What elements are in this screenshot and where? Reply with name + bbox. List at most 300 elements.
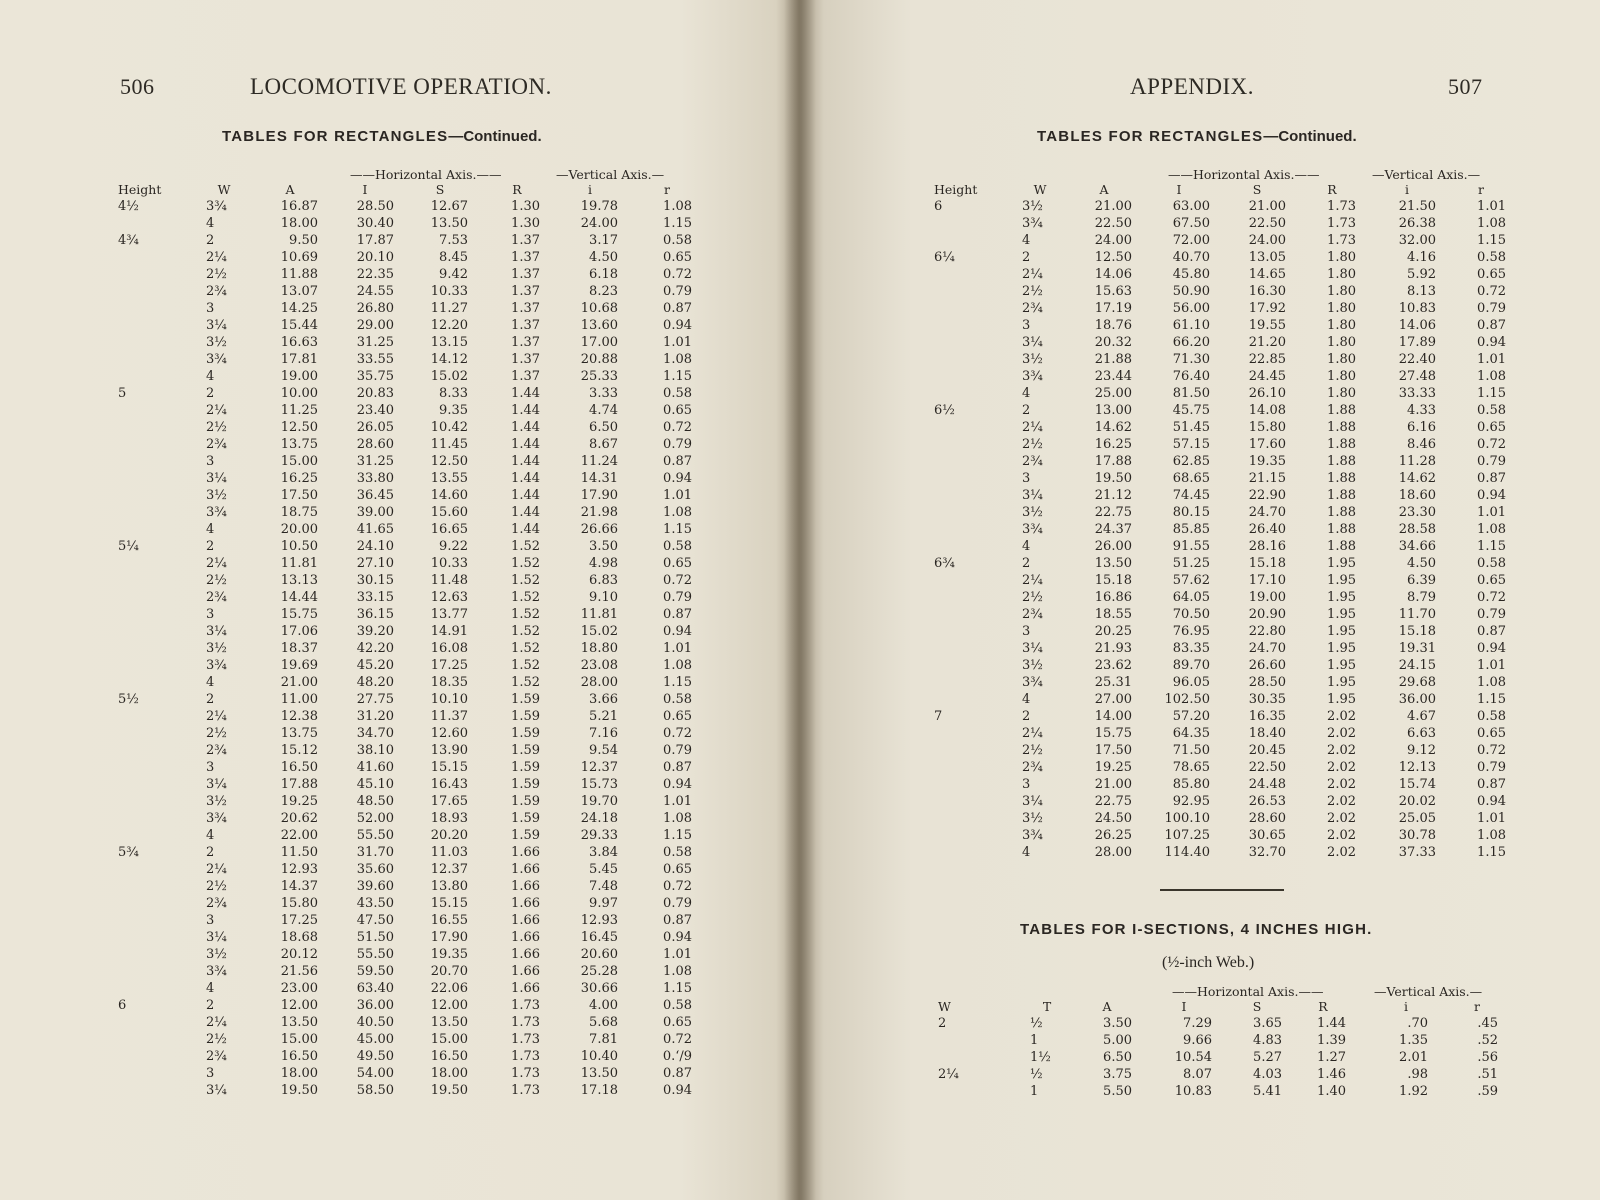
col-r-cap-cell: 1.52 [511, 624, 540, 639]
col-r-cell: 1.15 [1477, 233, 1506, 248]
col-s-cell: 18.40 [1248, 726, 1286, 741]
col-s-cell: 8.33 [439, 386, 468, 401]
col-i-vertical-cell: 25.33 [580, 369, 618, 384]
isection-col-i-vertical-cell: .70 [1407, 1016, 1428, 1031]
table-title [222, 128, 542, 145]
col-w-cell: 3 [1022, 624, 1031, 639]
col-w-cell: 3¾ [1022, 675, 1043, 690]
col-height-cell [118, 334, 188, 351]
col-height-cell [934, 725, 1004, 742]
running-head: LOCOMOTIVE OPERATION. [250, 74, 552, 99]
isection-col-a [1082, 998, 1132, 1100]
col-height-cell [118, 283, 188, 300]
col-s-cell: 26.53 [1248, 794, 1286, 809]
header-s: S [435, 182, 445, 197]
col-i-vertical-cell: 8.23 [589, 284, 618, 299]
col-s-cell: 11.37 [430, 709, 468, 724]
col-r-cap-cell: 1.37 [511, 267, 540, 282]
col-w-cell: 2¾ [206, 743, 227, 758]
col-r-cell: 0.72 [1477, 284, 1506, 299]
col-i-cell: 36.45 [356, 488, 394, 503]
col-r-cell: 0.65 [1477, 267, 1506, 282]
isection-col-i-vertical [1384, 998, 1428, 1100]
col-height-cell [934, 453, 1004, 470]
col-height-cell [934, 266, 1004, 283]
col-r-cap-cell: 1.80 [1327, 386, 1356, 401]
table-title-suffix: —Continued. [1263, 128, 1357, 145]
col-a-cell: 25.31 [1094, 675, 1132, 690]
col-i-cell: 28.60 [356, 437, 394, 452]
col-r-cell: 0.94 [663, 1083, 692, 1098]
col-height-cell [118, 402, 188, 419]
col-s-cell: 17.60 [1248, 437, 1286, 452]
col-r-cap-cell: 1.66 [511, 913, 540, 928]
col-w-cell: 2¼ [1022, 420, 1043, 435]
col-s-cell: 22.50 [1248, 760, 1286, 775]
col-a-cell: 22.75 [1094, 505, 1132, 520]
col-height-cell: 4¾ [118, 233, 139, 248]
col-s-cell: 17.92 [1248, 301, 1286, 316]
col-r-cap-cell: 1.80 [1327, 301, 1356, 316]
col-w-cell: 4 [206, 828, 215, 843]
col-a-cell: 17.88 [1094, 454, 1132, 469]
col-s-cell: 15.60 [430, 505, 468, 520]
col-height-cell [118, 555, 188, 572]
isection-col-s-cell: 4.03 [1253, 1067, 1282, 1082]
col-r-cap-cell: 1.88 [1327, 505, 1356, 520]
col-r-cap-cell: 1.88 [1327, 420, 1356, 435]
col-height-cell [118, 589, 188, 606]
col-i-vertical-cell: 3.33 [589, 386, 618, 401]
col-w-cell: 2½ [1022, 590, 1043, 605]
isection-col-t-cell: 1 [1030, 1084, 1039, 1099]
isection-col-r-cell: .52 [1477, 1033, 1498, 1048]
col-i-cell: 57.15 [1172, 437, 1210, 452]
isection-col-i-vertical-cell: .98 [1407, 1067, 1428, 1082]
col-i-cell: 31.70 [356, 845, 394, 860]
col-height-cell: 4½ [118, 199, 139, 214]
col-i-vertical-cell: 25.28 [580, 964, 618, 979]
col-i-vertical-cell: 10.40 [580, 1049, 618, 1064]
col-w-cell: 3 [206, 454, 215, 469]
col-a-cell: 12.38 [280, 709, 318, 724]
col-r-cap-cell: 1.73 [1327, 199, 1356, 214]
col-i-vertical-cell: 13.60 [580, 318, 618, 333]
col-i-vertical-cell: 4.67 [1407, 709, 1436, 724]
col-a-cell: 16.63 [280, 335, 318, 350]
col-a-cell: 21.88 [1094, 352, 1132, 367]
col-i-cell: 57.62 [1172, 573, 1210, 588]
col-i-vertical-cell: 6.39 [1407, 573, 1436, 588]
col-w-cell: 3 [206, 607, 215, 622]
header-r-cap: R [512, 182, 522, 197]
col-w-cell: 2½ [1022, 743, 1043, 758]
col-w-cell: 3½ [206, 488, 227, 503]
col-i-cell: 85.85 [1172, 522, 1210, 537]
col-a-cell: 10.69 [280, 250, 318, 265]
col-i-vertical-cell: 8.79 [1407, 590, 1436, 605]
col-r-cell: 1.08 [663, 658, 692, 673]
col-i-cell: 33.55 [356, 352, 394, 367]
col-a-cell: 14.25 [280, 301, 318, 316]
col-r-cell: 1.08 [1477, 216, 1506, 231]
col-r-cap-cell: 1.66 [511, 879, 540, 894]
col-r-cell: 0.65 [663, 1015, 692, 1030]
col-r-cap-cell: 1.95 [1327, 692, 1356, 707]
col-i-cell: 26.05 [356, 420, 394, 435]
col-w-cell: 4 [1022, 233, 1031, 248]
col-a [262, 181, 318, 1099]
col-w-cell: 3¼ [206, 624, 227, 639]
col-i-vertical-cell: 24.00 [580, 216, 618, 231]
isection-title: TABLES FOR I-SECTIONS, 4 INCHES HIGH. [1020, 921, 1373, 938]
col-i-cell: 27.75 [356, 692, 394, 707]
col-s-cell: 15.80 [1248, 420, 1286, 435]
isection-header-i-vertical: i [1404, 999, 1408, 1014]
col-i-vertical-cell: 6.18 [589, 267, 618, 282]
isection-col-r-cap-cell: 1.27 [1317, 1050, 1346, 1065]
col-i-vertical-cell: 3.50 [589, 539, 618, 554]
col-i-cell: 39.00 [356, 505, 394, 520]
col-r-cap-cell: 1.37 [511, 284, 540, 299]
col-s [412, 181, 468, 1099]
col-height-cell [118, 623, 188, 640]
col-a-cell: 24.50 [1094, 811, 1132, 826]
isection-col-i-cell: 8.07 [1183, 1067, 1212, 1082]
col-r-cap-cell: 1.88 [1327, 454, 1356, 469]
col-a-cell: 18.00 [280, 216, 318, 231]
col-w-cell: 3 [206, 760, 215, 775]
col-s-cell: 19.55 [1248, 318, 1286, 333]
col-height-cell [118, 1065, 188, 1082]
col-height-cell [934, 300, 1004, 317]
col-a-cell: 15.44 [280, 318, 318, 333]
col-s-cell: 24.70 [1248, 505, 1286, 520]
col-r-cap [494, 181, 540, 1099]
col-i-vertical-cell: 12.93 [580, 913, 618, 928]
col-a-cell: 15.75 [280, 607, 318, 622]
col-w-cell: 3 [1022, 777, 1031, 792]
col-r-cell: 0.87 [1477, 624, 1506, 639]
col-i-vertical [1378, 181, 1436, 861]
col-height-cell: 5¾ [118, 845, 139, 860]
header-height: Height [118, 182, 162, 197]
col-r-cell: 0.‘/9 [662, 1049, 692, 1064]
col-w-cell: 3 [206, 301, 215, 316]
header-s: S [1252, 182, 1262, 197]
col-s-cell: 12.67 [430, 199, 468, 214]
col-a-cell: 14.06 [1094, 267, 1132, 282]
col-r-cell: 0.72 [663, 1032, 692, 1047]
col-a-cell: 22.00 [280, 828, 318, 843]
col-a-cell: 9.50 [289, 233, 318, 248]
col-r-cap-cell: 1.80 [1327, 352, 1356, 367]
isection-col-r-cap [1300, 998, 1346, 1100]
col-r-cell: 0.58 [663, 692, 692, 707]
isection-col-w-cell [938, 1083, 978, 1100]
col-w-cell: 3 [206, 1066, 215, 1081]
col-s-cell: 8.45 [439, 250, 468, 265]
col-r-cell: 0.65 [663, 403, 692, 418]
col-r-cap-cell: 1.73 [511, 1066, 540, 1081]
col-a-cell: 18.76 [1094, 318, 1132, 333]
col-r-cell: 1.15 [1477, 692, 1506, 707]
col-r-cell: 0.79 [663, 437, 692, 452]
isection-header-r-cap: R [1318, 999, 1328, 1014]
col-r [1456, 181, 1506, 861]
col-w-cell: 3½ [206, 335, 227, 350]
col-i-vertical-cell: 6.50 [589, 420, 618, 435]
col-i-cell: 49.50 [356, 1049, 394, 1064]
col-s-cell: 10.10 [430, 692, 468, 707]
col-r-cell: 0.94 [663, 777, 692, 792]
col-r-cell: 1.15 [1477, 845, 1506, 860]
col-a-cell: 18.00 [280, 1066, 318, 1081]
col-w-cell: 3½ [1022, 811, 1043, 826]
col-w-cell: 4 [206, 216, 215, 231]
col-r-cap-cell: 1.59 [511, 760, 540, 775]
col-w-cell: 2¼ [206, 556, 227, 571]
col-i-vertical-cell: 3.17 [589, 233, 618, 248]
col-r-cap-cell: 1.88 [1327, 488, 1356, 503]
col-height-cell: 6¼ [934, 250, 955, 265]
isection-col-a-cell: 5.00 [1103, 1033, 1132, 1048]
col-a-cell: 19.69 [280, 658, 318, 673]
col-height-cell [118, 1082, 188, 1099]
header-r-cap: R [1327, 182, 1337, 197]
header-i-vertical: i [1405, 182, 1409, 197]
col-w-cell: 3 [206, 913, 215, 928]
col-r-cell: 0.79 [663, 896, 692, 911]
col-a-cell: 11.81 [280, 556, 318, 571]
col-s-cell: 18.93 [430, 811, 468, 826]
col-r-cap-cell: 1.80 [1327, 369, 1356, 384]
col-r-cell: 0.58 [663, 539, 692, 554]
col-a-cell: 21.00 [280, 675, 318, 690]
col-s-cell: 16.35 [1248, 709, 1286, 724]
col-w-cell: 2¾ [206, 896, 227, 911]
col-i-vertical-cell: 7.16 [589, 726, 618, 741]
col-r-cap-cell: 1.80 [1327, 267, 1356, 282]
col-a-cell: 21.93 [1094, 641, 1132, 656]
col-r-cap-cell: 1.80 [1327, 318, 1356, 333]
col-i-cell: 47.50 [356, 913, 394, 928]
col-i-cell: 64.05 [1172, 590, 1210, 605]
col-i-vertical-cell: 23.30 [1398, 505, 1436, 520]
col-height-cell [118, 436, 188, 453]
col-s-cell: 21.15 [1248, 471, 1286, 486]
col-r-cell: 1.01 [1477, 658, 1506, 673]
col-i [1148, 181, 1210, 861]
col-i-vertical-cell: 11.81 [580, 607, 618, 622]
col-s-cell: 24.00 [1248, 233, 1286, 248]
col-a-cell: 12.50 [280, 420, 318, 435]
col-i-vertical-cell: 15.74 [1398, 777, 1436, 792]
col-r-cap-cell: 1.95 [1327, 641, 1356, 656]
col-s-cell: 21.00 [1248, 199, 1286, 214]
col-height-cell [934, 385, 1004, 402]
col-s-cell: 22.85 [1248, 352, 1286, 367]
col-r-cell: 0.72 [663, 573, 692, 588]
col-a-cell: 12.00 [280, 998, 318, 1013]
col-r-cap-cell: 2.02 [1327, 726, 1356, 741]
col-a-cell: 11.00 [280, 692, 318, 707]
col-a-cell: 17.88 [280, 777, 318, 792]
col-i-vertical-cell: 28.00 [580, 675, 618, 690]
col-s-cell: 16.30 [1248, 284, 1286, 299]
col-s-cell: 15.15 [430, 760, 468, 775]
isection-col-w-cell: 2¼ [938, 1067, 959, 1082]
col-a-cell: 14.62 [1094, 420, 1132, 435]
col-w-cell: 2½ [206, 573, 227, 588]
col-i-cell: 76.95 [1172, 624, 1210, 639]
col-i-vertical-cell: 11.28 [1398, 454, 1436, 469]
col-i-cell: 20.83 [356, 386, 394, 401]
col-i-vertical-cell: 26.38 [1398, 216, 1436, 231]
col-i-vertical-cell: 8.13 [1407, 284, 1436, 299]
col-i-cell: 114.40 [1164, 845, 1210, 860]
col-i-vertical-cell: 17.00 [580, 335, 618, 350]
col-r-cap-cell: 2.02 [1327, 777, 1356, 792]
col-s-cell: 16.50 [430, 1049, 468, 1064]
col-i-cell: 24.55 [356, 284, 394, 299]
col-r-cell: 1.15 [663, 522, 692, 537]
col-i-cell: 17.87 [356, 233, 394, 248]
col-s-cell: 12.50 [430, 454, 468, 469]
col-s-cell: 28.60 [1248, 811, 1286, 826]
col-a-cell: 18.68 [280, 930, 318, 945]
col-a-cell: 22.50 [1094, 216, 1132, 231]
col-r-cap-cell: 1.52 [511, 539, 540, 554]
col-w-cell: 2¾ [206, 1049, 227, 1064]
col-r-cap-cell: 1.44 [511, 454, 540, 469]
col-i-cell: 45.00 [356, 1032, 394, 1047]
col-a-cell: 11.50 [280, 845, 318, 860]
col-i-cell: 68.65 [1172, 471, 1210, 486]
col-i-vertical-cell: 28.58 [1398, 522, 1436, 537]
col-r-cap-cell: 2.02 [1327, 811, 1356, 826]
col-a-cell: 21.56 [280, 964, 318, 979]
col-s [1228, 181, 1286, 861]
col-height-cell [118, 793, 188, 810]
col-i-vertical-cell: 18.80 [580, 641, 618, 656]
col-i-vertical-cell: 11.70 [1398, 607, 1436, 622]
isection-col-r-cap-cell: 1.46 [1317, 1067, 1346, 1082]
col-r-cell: 0.94 [1477, 794, 1506, 809]
col-height-cell [118, 725, 188, 742]
col-s-cell: 7.53 [439, 233, 468, 248]
col-i-vertical-cell: 30.78 [1398, 828, 1436, 843]
col-a-cell: 15.12 [280, 743, 318, 758]
col-s-cell: 14.91 [430, 624, 468, 639]
col-s-cell: 19.35 [1248, 454, 1286, 469]
col-r-cell: 0.94 [1477, 641, 1506, 656]
col-r-cap-cell: 1.73 [511, 1049, 540, 1064]
col-s-cell: 24.45 [1248, 369, 1286, 384]
col-r-cap-cell: 1.30 [511, 199, 540, 214]
col-i-cell: 30.40 [356, 216, 394, 231]
isection-col-r [1456, 998, 1498, 1100]
col-r-cap-cell: 1.59 [511, 743, 540, 758]
col-a-cell: 14.00 [1094, 709, 1132, 724]
col-height-cell [118, 946, 188, 963]
col-s-cell: 20.90 [1248, 607, 1286, 622]
col-height-cell [118, 912, 188, 929]
col-i-vertical-cell: 29.33 [580, 828, 618, 843]
col-a-cell: 20.62 [280, 811, 318, 826]
col-s-cell: 30.35 [1248, 692, 1286, 707]
col-height-cell [934, 827, 1004, 844]
col-r-cap-cell: 1.59 [511, 794, 540, 809]
col-i-vertical-cell: 4.98 [589, 556, 618, 571]
col-r-cap-cell: 1.73 [511, 998, 540, 1013]
col-height-cell [118, 521, 188, 538]
col-a-cell: 11.25 [280, 403, 318, 418]
col-r-cap-cell: 1.73 [511, 1015, 540, 1030]
col-w [1022, 181, 1058, 861]
col-w-cell: 2¼ [206, 403, 227, 418]
col-r-cell: 1.15 [663, 675, 692, 690]
col-r-cap-cell: 1.59 [511, 726, 540, 741]
col-i-vertical-cell: 14.62 [1398, 471, 1436, 486]
col-w-cell: 2¾ [1022, 607, 1043, 622]
col-a-cell: 17.50 [280, 488, 318, 503]
col-w-cell: 3¾ [206, 352, 227, 367]
col-r-cell: 0.58 [1477, 556, 1506, 571]
col-w-cell: 4 [206, 981, 215, 996]
col-i-vertical-cell: 9.12 [1407, 743, 1436, 758]
col-height-cell [118, 1048, 188, 1065]
col-s-cell: 20.20 [430, 828, 468, 843]
col-r-cell: 0.87 [1477, 471, 1506, 486]
col-i-cell: 31.25 [356, 335, 394, 350]
isection-col-w [938, 998, 978, 1100]
col-i-vertical-cell: 23.08 [580, 658, 618, 673]
col-r-cap-cell: 2.02 [1327, 828, 1356, 843]
col-w-cell: 3½ [1022, 658, 1043, 673]
col-i-vertical-cell: 15.18 [1398, 624, 1436, 639]
col-r-cap-cell: 2.02 [1327, 845, 1356, 860]
col-a-cell: 10.50 [280, 539, 318, 554]
col-r-cell: 1.08 [663, 964, 692, 979]
header-i: I [1176, 182, 1182, 197]
col-s-cell: 15.18 [1248, 556, 1286, 571]
col-i-cell: 89.70 [1172, 658, 1210, 673]
col-w-cell: 3¾ [206, 964, 227, 979]
col-height-cell [934, 470, 1004, 487]
col-i-cell: 100.10 [1164, 811, 1210, 826]
col-i-vertical-cell: 11.24 [580, 454, 618, 469]
col-a-cell: 21.12 [1094, 488, 1132, 503]
col-s-cell: 17.90 [430, 930, 468, 945]
col-r-cell: 0.87 [663, 301, 692, 316]
col-w-cell: 3¼ [206, 318, 227, 333]
col-s-cell: 21.20 [1248, 335, 1286, 350]
col-i-cell: 63.40 [356, 981, 394, 996]
col-i-vertical-cell: 12.37 [580, 760, 618, 775]
col-a-cell: 12.50 [1094, 250, 1132, 265]
col-height-cell: 6¾ [934, 556, 955, 571]
col-height-cell [118, 249, 188, 266]
col-r-cell: 0.87 [663, 607, 692, 622]
isection-col-t-cell: 1½ [1030, 1050, 1051, 1065]
col-s-cell: 13.55 [430, 471, 468, 486]
col-a-cell: 17.81 [280, 352, 318, 367]
col-a-cell: 23.00 [280, 981, 318, 996]
col-w-cell: 2½ [206, 879, 227, 894]
col-i-cell: 33.15 [356, 590, 394, 605]
col-s-cell: 12.00 [430, 998, 468, 1013]
